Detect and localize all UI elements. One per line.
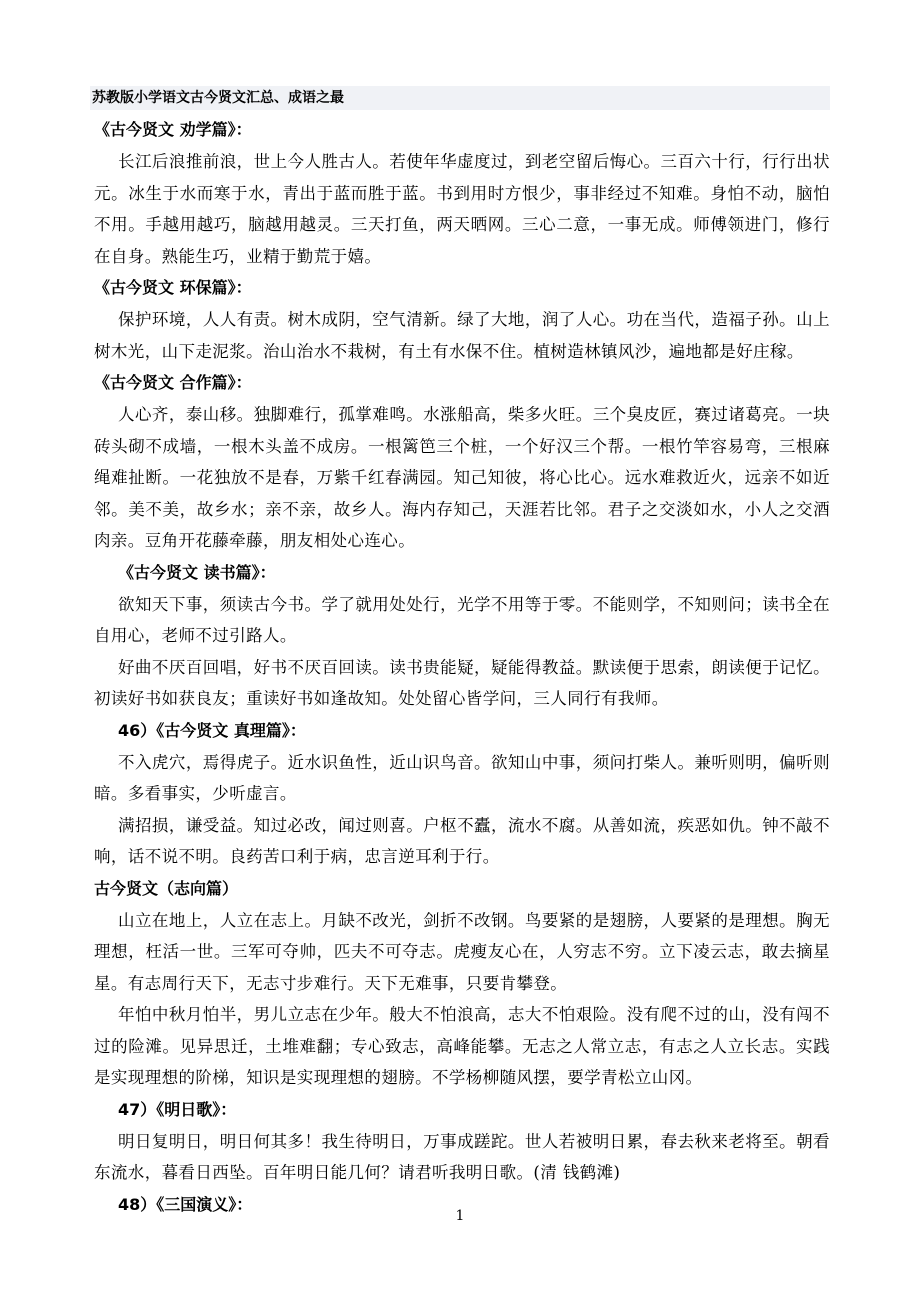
section-paragraph: 年怕中秋月怕半，男儿立志在少年。般大不怕浪高，志大不怕艰险。没有爬不过的山，没有闯不过的险滩。见异思迁，土堆难翻；专心致志，高峰能攀。无志之人常立志，有志之人立长志。实践是实现理想的阶梯，知识是实现理想的翅膀。不学杨柳随风摆，要学青松立山冈。	[94, 1005, 830, 1087]
section-heading-mingrige: 47）《明日歌》：	[118, 1099, 237, 1119]
section-heading-quanxue: 《古今贤文 劝学篇》：	[94, 120, 252, 139]
page-number: 1	[455, 1208, 465, 1224]
section-paragraph: 明日复明日，明日何其多！我生待明日，万事成蹉跎。世人若被明日累，春去秋来老将至。朝看东流水，暮看日西坠。百年明日能几何？请君听我明日歌。(清 钱鹤滩)	[94, 1131, 830, 1182]
section-paragraph: 好曲不厌百回唱，好书不厌百回读。读书贵能疑，疑能得教益。默读便于思索，朗读便于记忆。初读好书如获良友；重读好书如逢故知。处处留心皆学问，三人同行有我师。	[94, 657, 830, 708]
section-heading-zhixiang: 古今贤文（志向篇）	[94, 878, 239, 898]
section-paragraph: 山立在地上，人立在志上。月缺不改光，剑折不改钢。鸟要紧的是翅膀，人要紧的是理想。胸无理想，枉活一世。三军可夺帅，匹夫不可夺志。虎瘦友心在，人穷志不穷。立下凌云志，敢去摘星星。有志周行天下，无志寸步难行。天下无难事，只要肯攀登。	[94, 910, 830, 993]
section-heading-huanbao: 《古今贤文 环保篇》：	[94, 278, 252, 297]
section-heading-sanguo: 48）《三国演义》：	[118, 1194, 253, 1214]
section-heading-dushu: 《古今贤文 读书篇》：	[118, 562, 276, 582]
document-header: 苏教版小学语文古今贤文汇总、成语之最	[90, 86, 830, 110]
section-heading-hezuo: 《古今贤文 合作篇》：	[94, 373, 252, 392]
section-paragraph: 保护环境，人人有责。树木成阴，空气清新。绿了大地，润了人心。功在当代，造福子孙。山上树木光，山下走泥浆。治山治水不栽树，有土有水保不住。植树造林镇风沙，遍地都是好庄稼。	[94, 310, 830, 361]
section-paragraph: 人心齐，泰山移。独脚难行，孤掌难鸣。水涨船高，柴多火旺。三个臭皮匠，赛过诸葛亮。一块砖头砌不成墙，一根木头盖不成房。一根篱笆三个桩，一个好汉三个帮。一根竹竿容易弯，三根麻绳难扯断。一花独放不是春，万紫千红春满园。知己知彼，将心比心。远水难救近火，远亲不如近邻。美不美，故乡水；亲不亲，故乡人。海内存知己，天涯若比邻。君子之交淡如水，小人之交酒肉亲。豆角开花藤牵藤，朋友相处心连心。	[94, 405, 830, 550]
section-paragraph: 满招损，谦受益。知过必改，闻过则喜。户枢不蠹，流水不腐。从善如流，疾恶如仇。钟不敲不响，话不说不明。良药苦口利于病，忠言逆耳利于行。	[94, 815, 830, 866]
document-body	[94, 114, 830, 1221]
section-paragraph: 长江后浪推前浪，世上今人胜古人。若使年华虚度过，到老空留后悔心。三百六十行，行行出状元。冰生于水而寒于水，青出于蓝而胜于蓝。书到用时方恨少，事非经过不知难。身怕不动，脑怕不用。手越用越巧，脑越用越灵。三天打鱼，两天晒网。三心二意，一事无成。师傅领进门，修行在自身。熟能生巧，业精于勤荒于嬉。	[94, 152, 830, 266]
section-paragraph: 不入虎穴，焉得虎子。近水识鱼性，近山识鸟音。欲知山中事，须问打柴人。兼听则明，偏听则暗。多看事实，少听虚言。	[94, 752, 830, 803]
section-paragraph: 欲知天下事，须读古今书。学了就用处处行，光学不用等于零。不能则学，不知则问；读书全在自用心，老师不过引路人。	[94, 594, 830, 645]
section-heading-zhenli: 46）《古今贤文 真理篇》：	[118, 720, 306, 740]
